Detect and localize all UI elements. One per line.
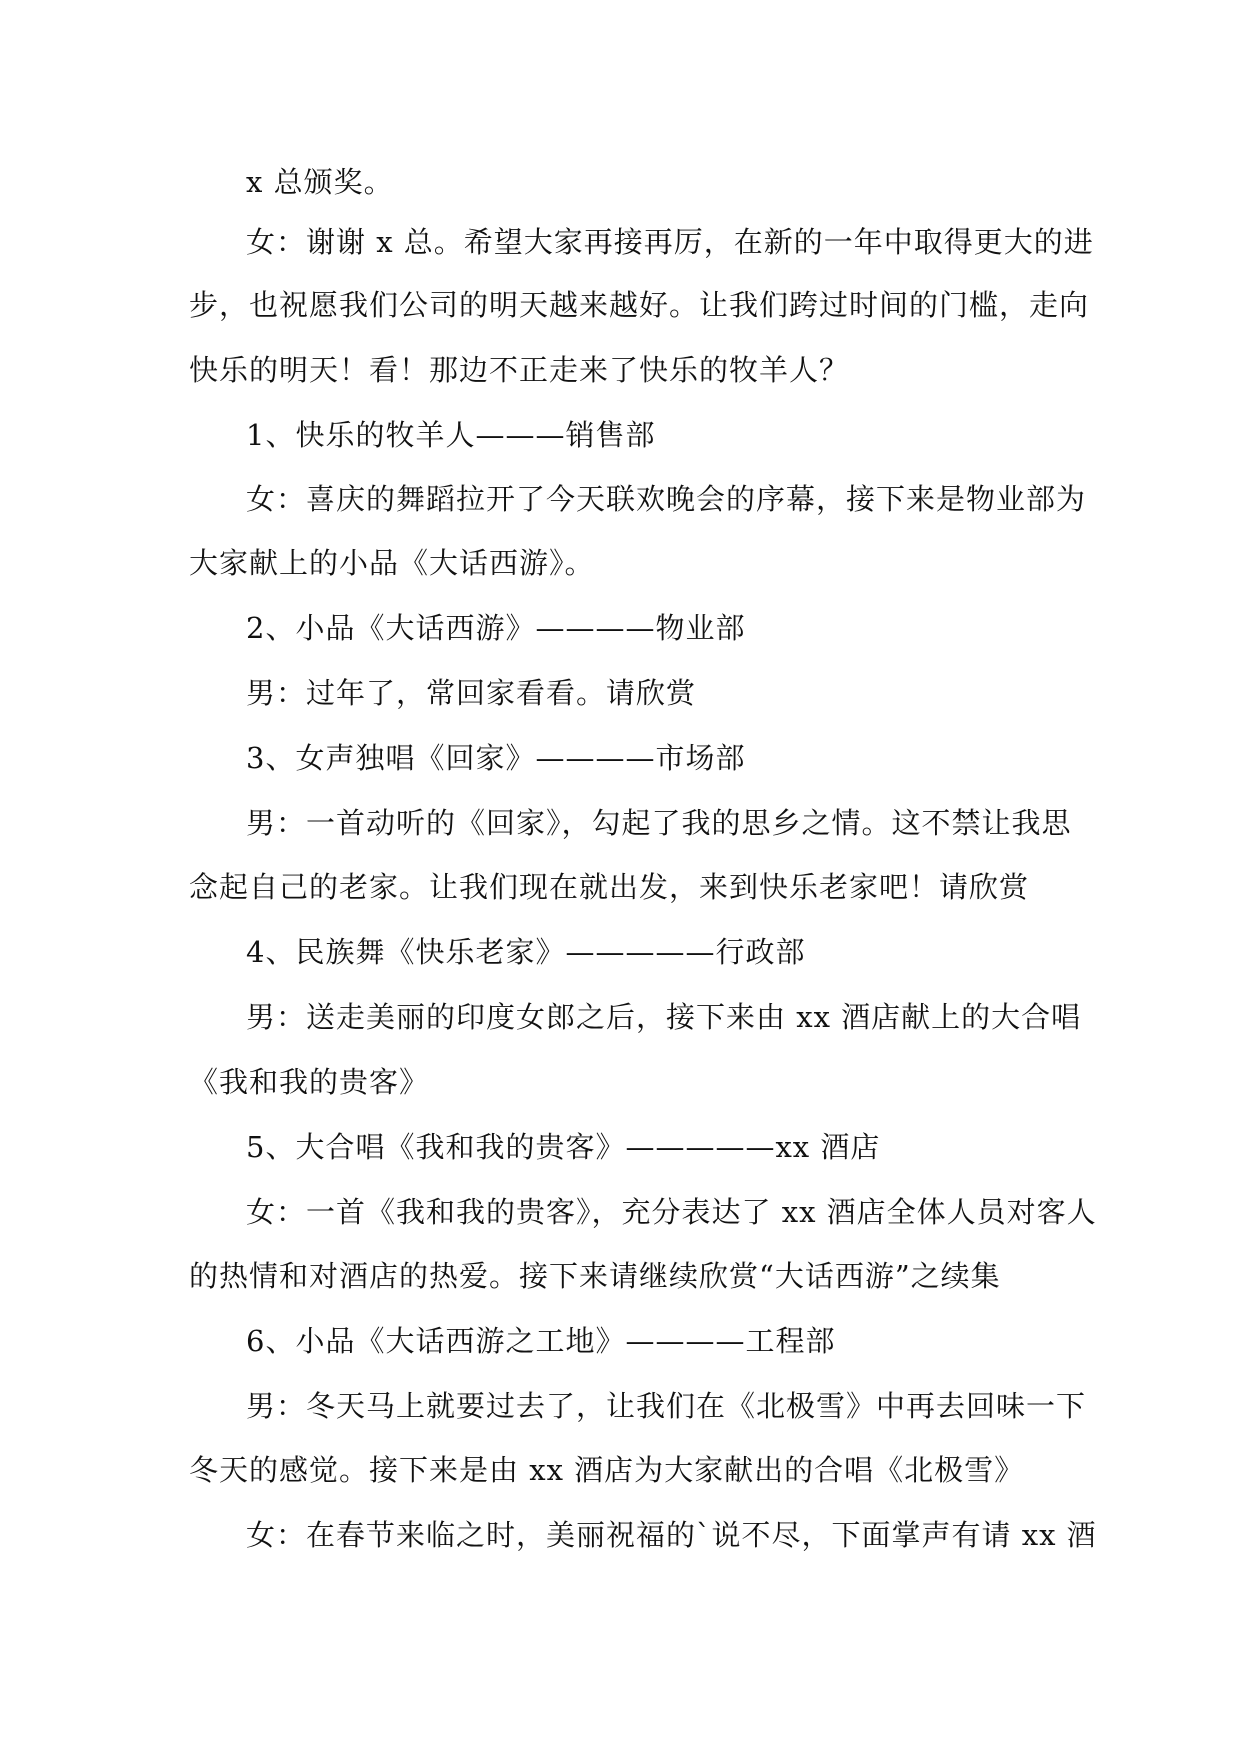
- text-line: 男：送走美丽的印度女郎之后，接下来由 xx 酒店献上的大合唱: [246, 1000, 1082, 1034]
- text-line: 女：在春节来临之时，美丽祝福的`说不尽，下面掌声有请 xx 酒: [246, 1518, 1097, 1552]
- text-line: 女：谢谢 x 总。希望大家再接再厉，在新的一年中取得更大的进: [246, 225, 1094, 259]
- text-line: 步，也祝愿我们公司的明天越来越好。让我们跨过时间的门槛，走向: [189, 288, 1090, 322]
- text-line: x 总颁奖。: [246, 165, 394, 199]
- text-line: 大家献上的小品《大话西游》。: [189, 546, 595, 580]
- text-line: 2、小品《大话西游》————物业部: [246, 611, 746, 645]
- text-line: 5、大合唱《我和我的贵客》—————xx 酒店: [246, 1130, 881, 1164]
- text-line: 1、快乐的牧羊人———销售部: [246, 418, 656, 452]
- text-line: 的热情和对酒店的热爱。接下来请继续欣赏“大话西游”之续集: [189, 1259, 1001, 1293]
- text-line: 念起自己的老家。让我们现在就出发，来到快乐老家吧！请欣赏: [189, 870, 1030, 904]
- text-line: 6、小品《大话西游之工地》————工程部: [246, 1324, 836, 1358]
- text-line: 4、民族舞《快乐老家》—————行政部: [246, 935, 806, 969]
- text-line: 《我和我的贵客》: [189, 1065, 430, 1099]
- text-line: 男：冬天马上就要过去了，让我们在《北极雪》中再去回味一下: [246, 1389, 1087, 1423]
- text-line: 冬天的感觉。接下来是由 xx 酒店为大家献出的合唱《北极雪》: [189, 1453, 1025, 1487]
- text-line: 快乐的明天！看！那边不正走来了快乐的牧羊人？: [189, 353, 850, 387]
- text-line: 女：喜庆的舞蹈拉开了今天联欢晚会的序幕，接下来是物业部为: [246, 482, 1087, 516]
- text-line: 3、女声独唱《回家》————市场部: [246, 741, 746, 775]
- text-line: 女：一首《我和我的贵客》，充分表达了 xx 酒店全体人员对客人: [246, 1195, 1097, 1229]
- text-line: 男：一首动听的《回家》，勾起了我的思乡之情。这不禁让我思: [246, 806, 1072, 840]
- text-line: 男：过年了，常回家看看。请欣赏: [246, 676, 697, 710]
